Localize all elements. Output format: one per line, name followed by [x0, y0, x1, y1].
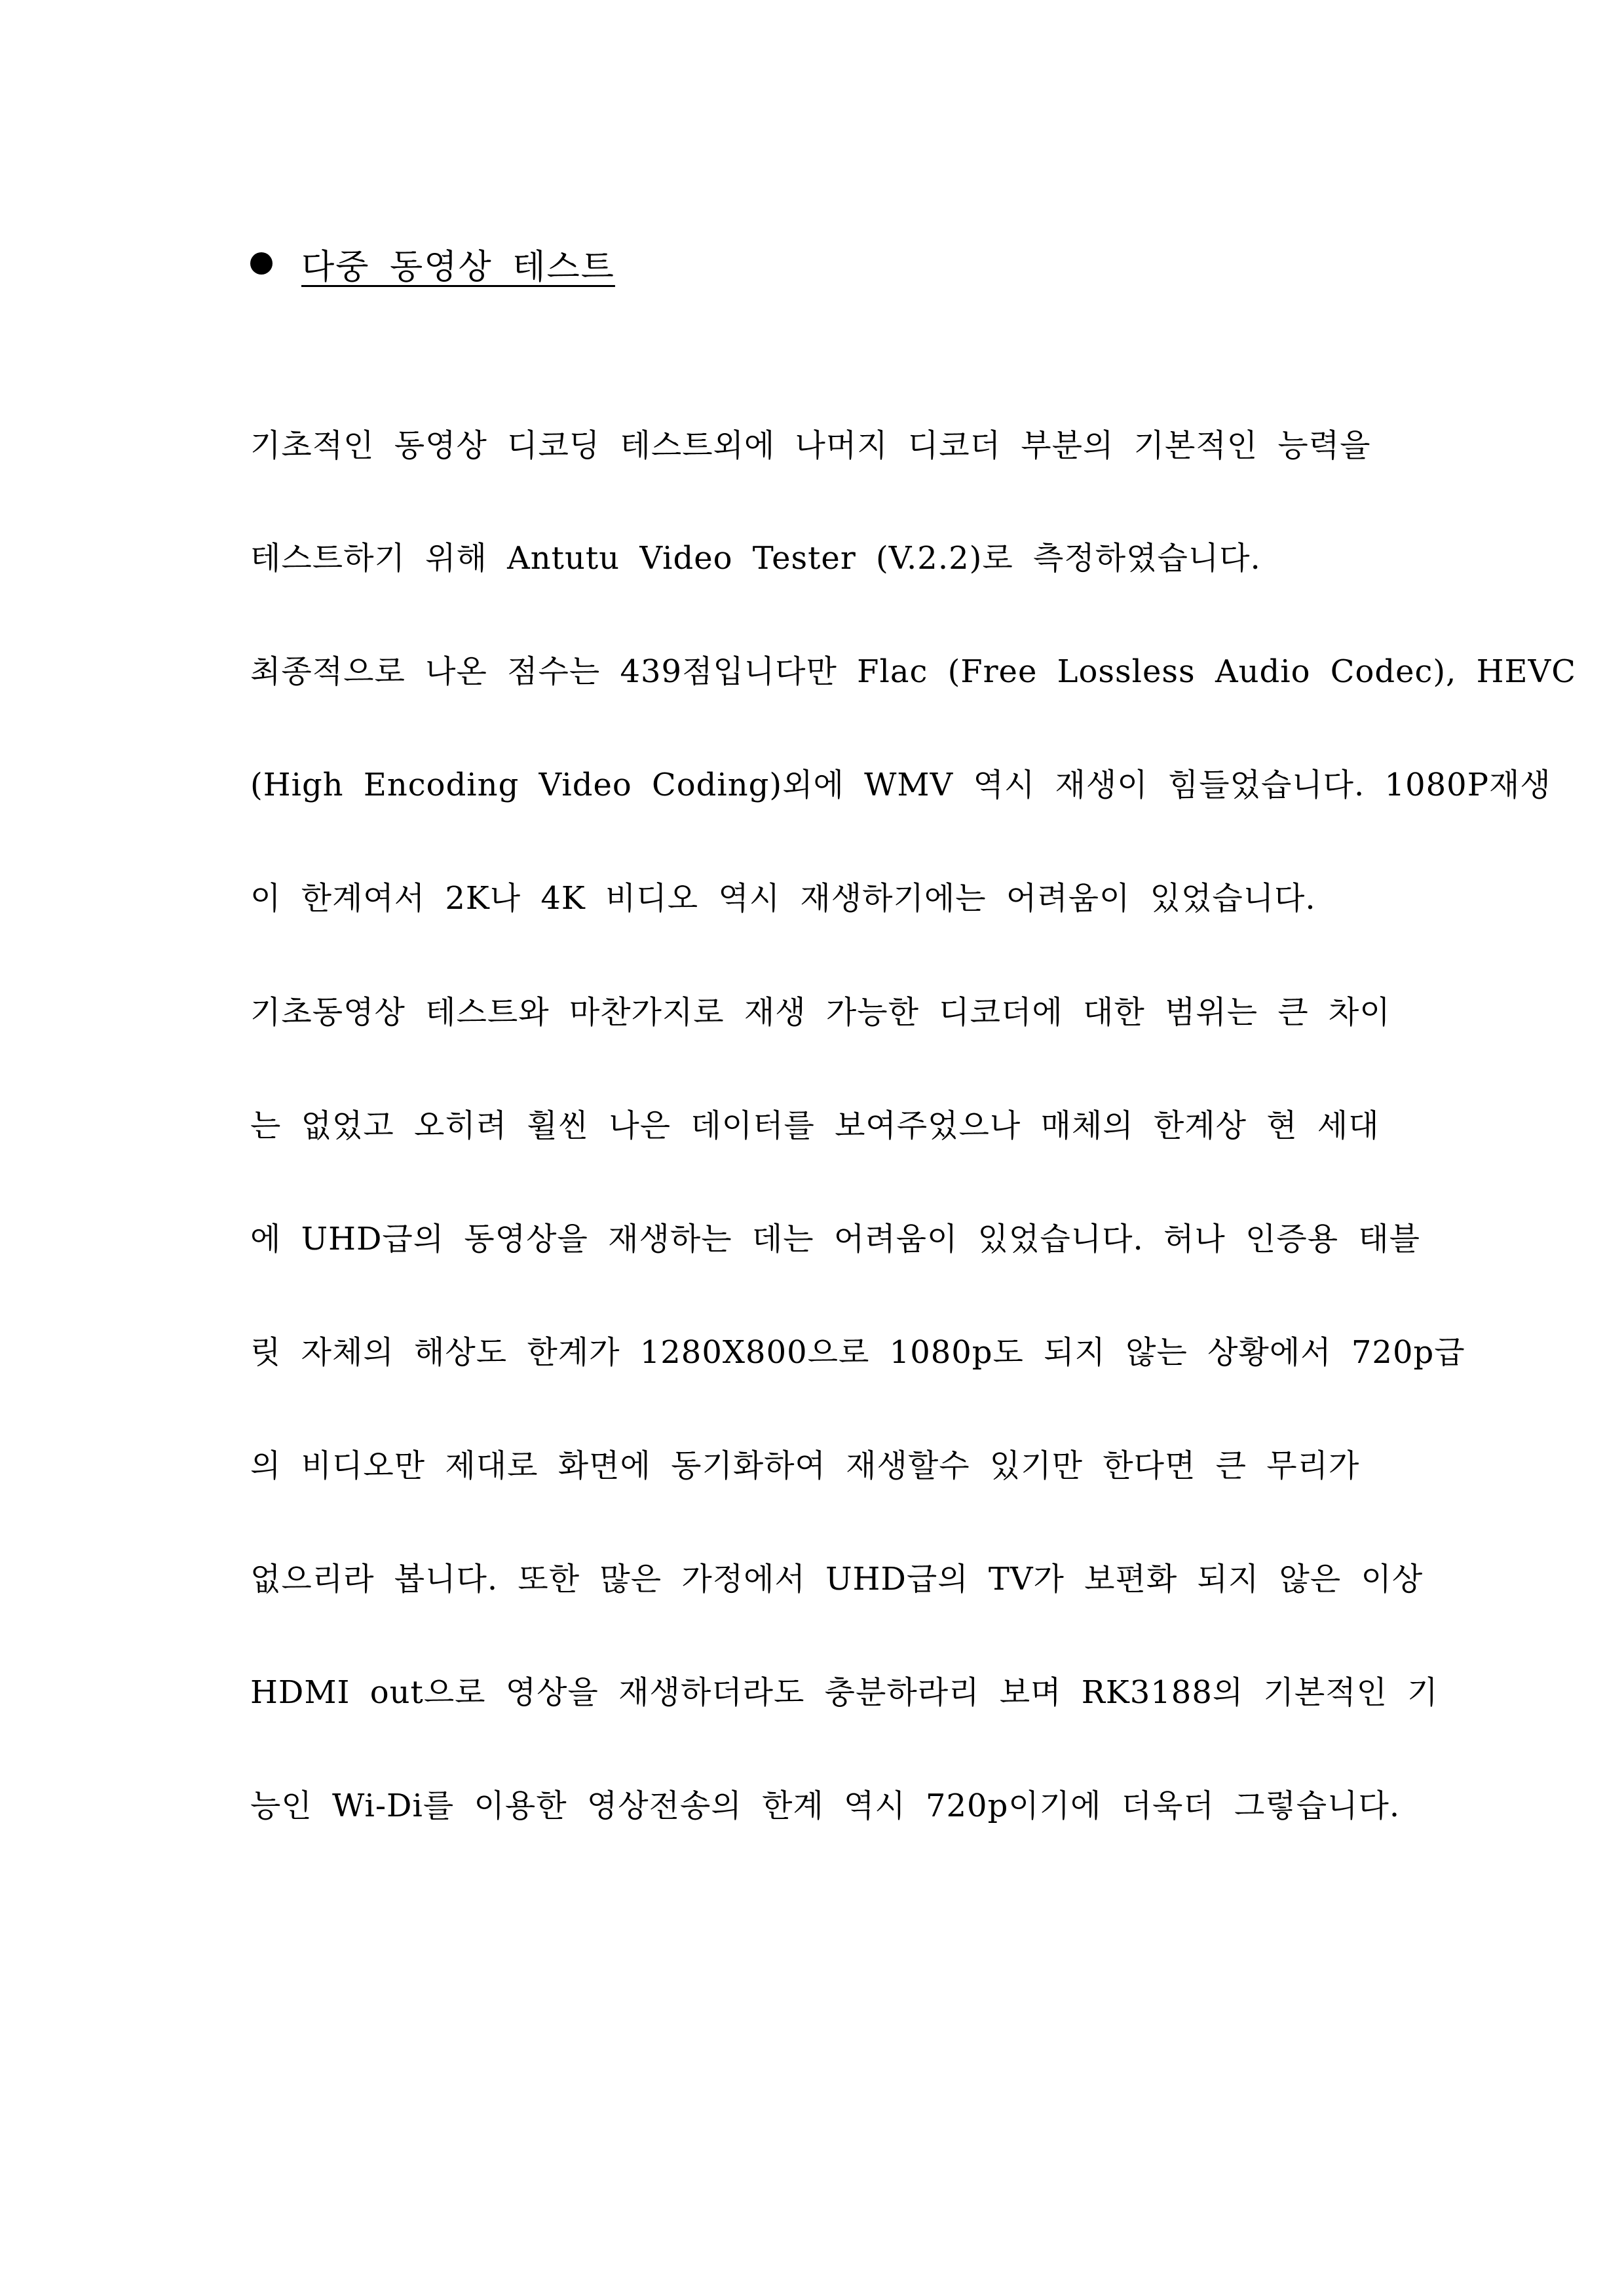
text-line: (High Encoding Video Coding)외에 WMV 역시 재생이 힘들었습니다. 1080P재생	[250, 767, 1551, 803]
text-line: 테스트하기 위해 Antutu Video Tester (V.2.2)로 측정하였습니다.	[250, 540, 1261, 577]
text-line: 이 한계여서 2K나 4K 비디오 역시 재생하기에는 어려움이 있었습니다.	[250, 880, 1316, 917]
text-line: HDMI out으로 영상을 재생하더라도 충분하라리 보며 RK3188의 기본적인 기	[250, 1674, 1439, 1711]
text-line: 는 없었고 오히려 휠씬 나은 데이터를 보여주었으나 매체의 한계상 현 세대	[250, 1107, 1380, 1144]
section-heading	[250, 237, 615, 290]
text-line: 최종적으로 나온 점수는 439점입니다만 Flac (Free Lossless Audio Codec), HEVC	[250, 653, 1576, 690]
text-line: 능인 Wi-Di를 이용한 영상전송의 한계 역시 720p이기에 더욱더 그렇습니다.	[250, 1788, 1401, 1824]
text-line: 없으리라 봅니다. 또한 많은 가정에서 UHD급의 TV가 보편화 되지 않은 이상	[250, 1561, 1424, 1598]
text-line: 릿 자체의 해상도 한계가 1280X800으로 1080p도 되지 않는 상황에서 720p급	[250, 1334, 1465, 1371]
text-line: 의 비디오만 제대로 화면에 동기화하여 재생할수 있기만 한다면 큰 무리가	[250, 1447, 1360, 1484]
text-line: 기초동영상 테스트와 마찬가지로 재생 가능한 디코더에 대한 범위는 큰 차이	[250, 994, 1391, 1031]
text-line: 에 UHD급의 동영상을 재생하는 데는 어려움이 있었습니다. 허나 인증용 태블	[250, 1221, 1421, 1257]
bullet-icon	[250, 252, 273, 275]
heading-text: 다중 동영상 테스트	[301, 247, 615, 287]
text-line: 기초적인 동영상 디코딩 테스트외에 나머지 디코더 부분의 기본적인 능력을	[250, 427, 1371, 464]
